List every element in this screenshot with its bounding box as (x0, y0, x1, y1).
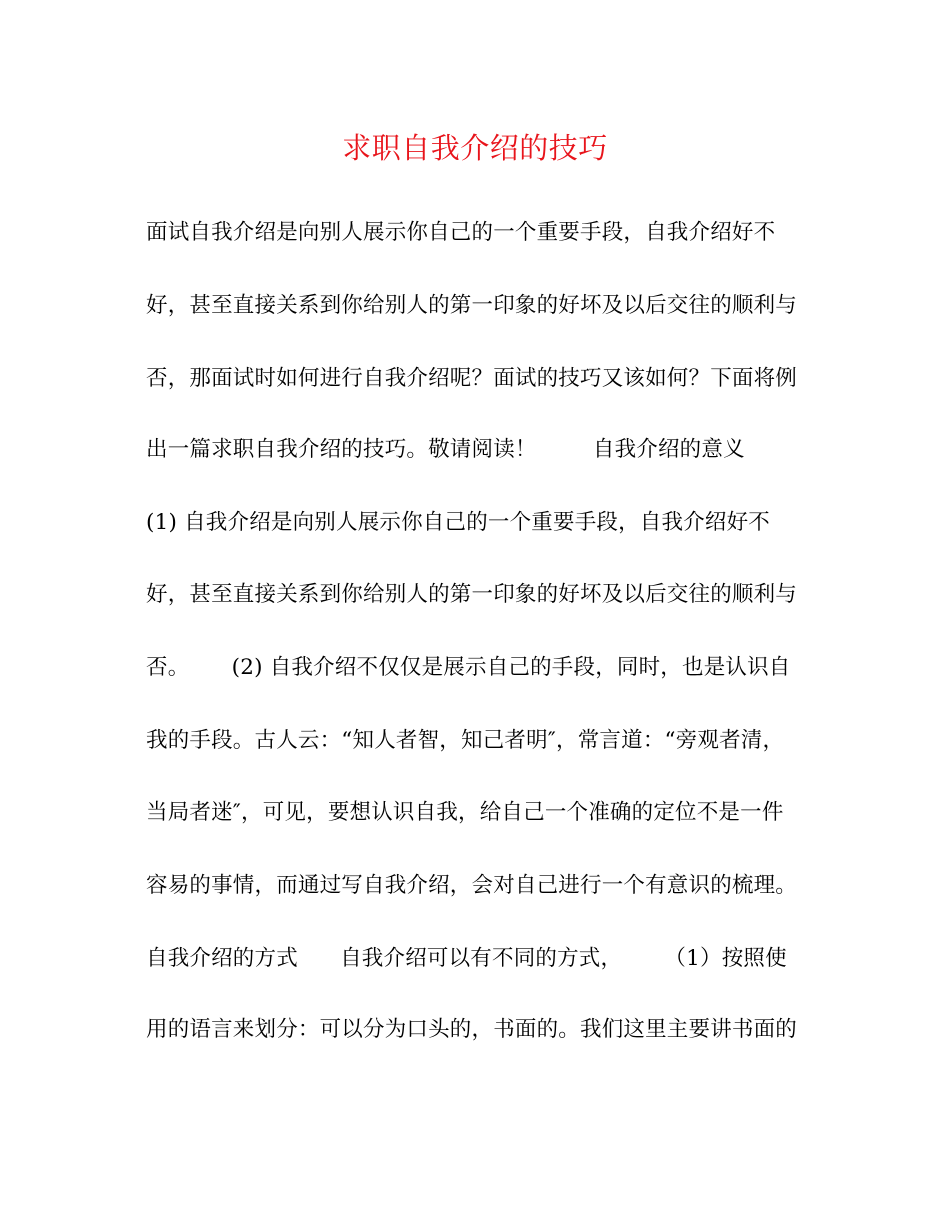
body-line: 用的语言来划分：可以分为口头的，书面的。我们这里主要讲书面的 (146, 1017, 798, 1042)
body-line: 我的手段。古人云：“知人者智，知己者明″，常言道：“旁观者清， (146, 728, 785, 753)
document-title: 求职自我介绍的技巧 (342, 131, 608, 165)
body-line: 当局者迷″，可见，要想认识自我，给自己一个准确的定位不是一件 (146, 800, 784, 825)
body-line: 否。 (2) 自我介绍不仅仅是展示自己的手段，同时，也是认识自 (146, 655, 791, 680)
body-line: 好，甚至直接关系到你给别人的第一印象的好坏及以后交往的顺利与 (146, 293, 798, 318)
body-line: 好，甚至直接关系到你给别人的第一印象的好坏及以后交往的顺利与 (146, 582, 798, 607)
body-line: 面试自我介绍是向别人展示你自己的一个重要手段，自我介绍好不 (146, 220, 776, 245)
body-line: 否，那面试时如何进行自我介绍呢？面试的技巧又该如何？下面将例 (146, 366, 798, 391)
body-line: 自我介绍的方式 自我介绍可以有不同的方式， （1）按照使 (146, 946, 787, 971)
body-line: (1) 自我介绍是向别人展示你自己的一个重要手段，自我介绍好不 (146, 510, 770, 535)
body-line: 容易的事情，而通过写自我介绍，会对自己进行一个有意识的梳理。 (146, 873, 798, 898)
body-line: 出一篇求职自我介绍的技巧。敬请阅读！ 自我介绍的意义 (146, 437, 745, 462)
